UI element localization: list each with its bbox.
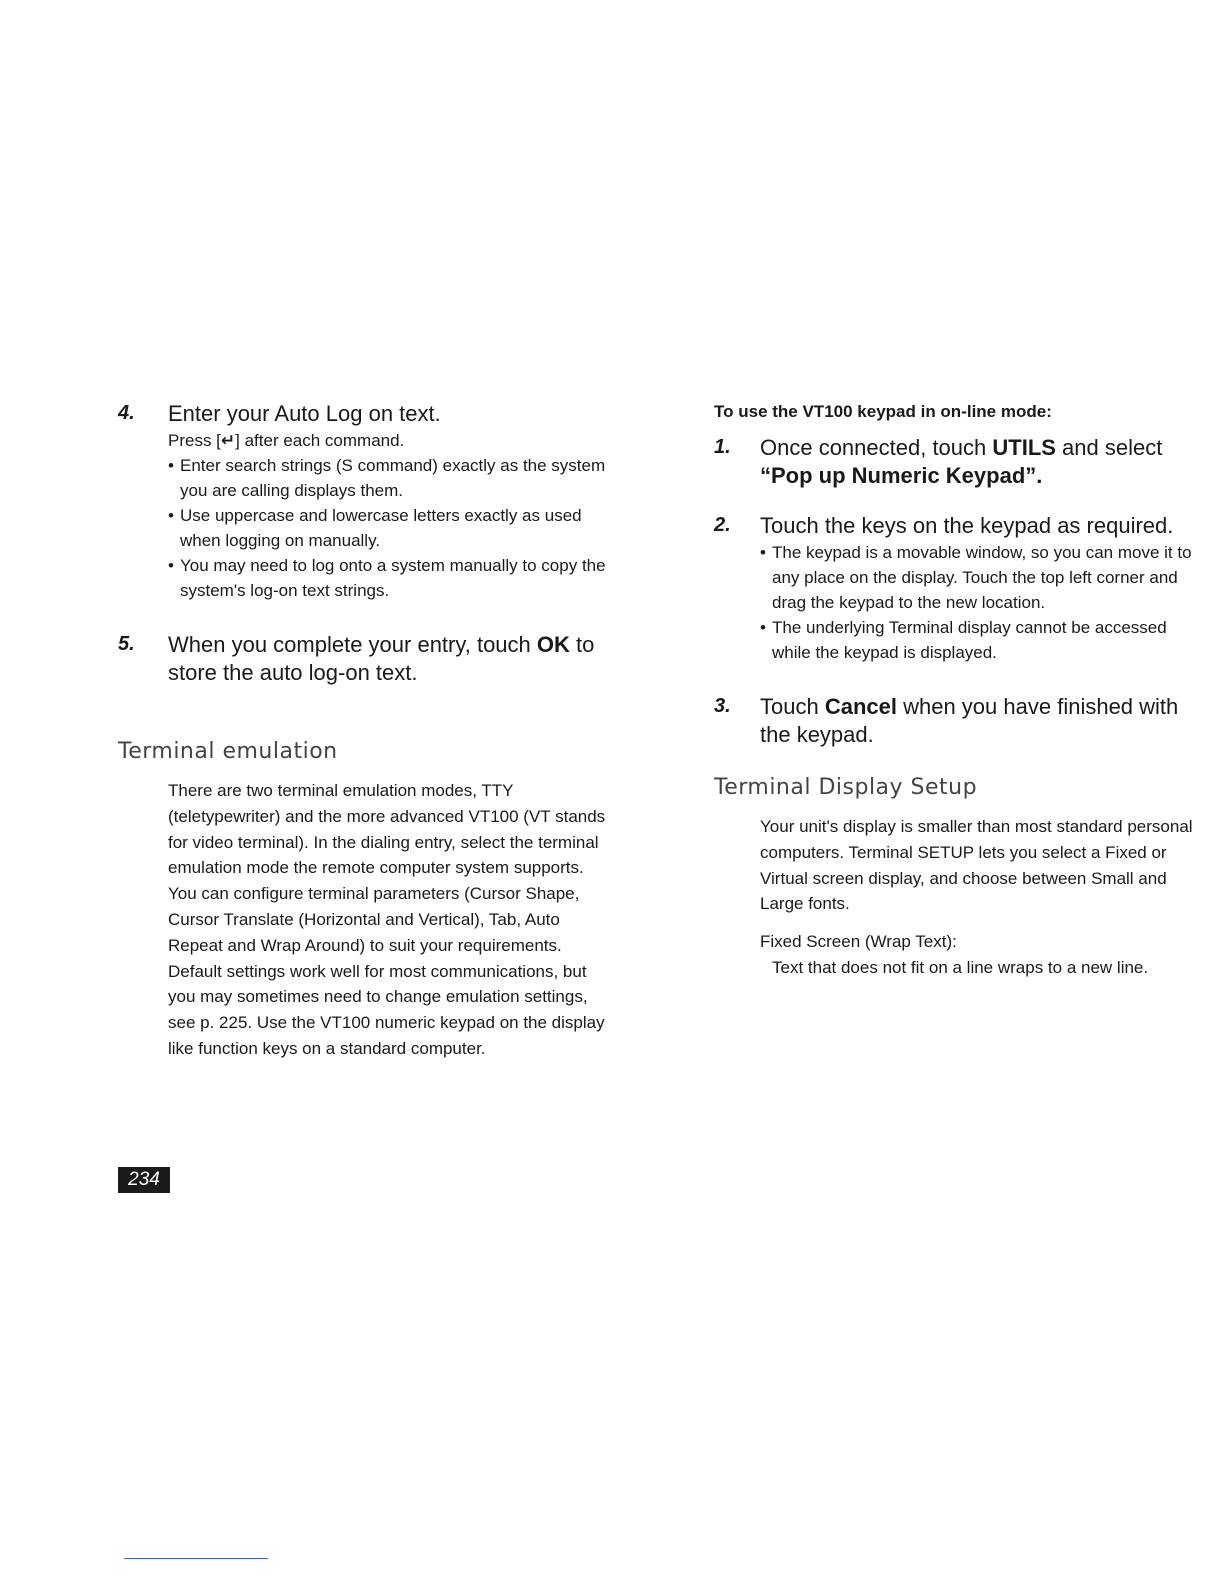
ok-label: OK	[536, 632, 570, 657]
fixed-screen-label: Fixed Screen (Wrap Text):	[760, 932, 957, 952]
step-number: 4.	[118, 402, 135, 424]
bullet-list	[168, 453, 618, 603]
step-text: when you have finished with the keypad.	[760, 694, 1179, 747]
step-title	[760, 434, 1204, 490]
bullet-text: Use uppercase and lowercase letters exactly as used when logging on manually.	[180, 506, 582, 550]
step-body	[168, 631, 618, 687]
keypad-intro-heading: To use the VT100 keypad in on-line mode:	[714, 402, 1052, 421]
step-text: Once connected, touch	[760, 435, 993, 460]
paragraph: Your unit's display is smaller than most standard personal computers. Terminal SETUP lets you select a Fixed or Virtual screen display, and choose between Small and Large fonts.	[760, 817, 1193, 914]
step-1	[714, 434, 1204, 490]
press-text-after: ] after each command.	[235, 431, 405, 450]
press-text-before: Press [	[168, 431, 221, 450]
utils-label: UTILS	[992, 435, 1056, 460]
step-title	[760, 693, 1204, 749]
step-5	[118, 631, 618, 687]
section-heading-terminal-emulation: Terminal emulation	[118, 739, 338, 764]
bullet-text: You may need to log onto a system manually to copy the system's log-on text strings.	[180, 556, 606, 600]
list-item	[168, 553, 618, 603]
bullet-text: The underlying Terminal display cannot be accessed while the keypad is displayed.	[772, 618, 1167, 662]
bullet-text: Enter search strings (S command) exactly as the system you are calling displays them.	[180, 456, 606, 500]
cancel-label: Cancel	[824, 694, 897, 719]
bullet-text: The keypad is a movable window, so you can move it to any place on the display. Touch the top left corner and drag the keypad to the new location.	[772, 543, 1192, 612]
list-item	[168, 503, 618, 553]
step-title: Touch the keys on the keypad as required.	[760, 513, 1174, 538]
bullet-list	[760, 540, 1204, 665]
step-body	[760, 512, 1204, 665]
bullet-icon: •	[168, 506, 174, 525]
step-text: Touch	[760, 694, 825, 719]
step-body	[760, 693, 1204, 749]
fixed-screen-description: Text that does not fit on a line wraps to a new line.	[772, 957, 1149, 977]
right-column	[714, 402, 1204, 981]
step-text: to store the auto log-on text.	[168, 632, 595, 685]
step-text: and select	[1055, 435, 1163, 460]
step-number: 1.	[714, 436, 731, 458]
section-heading-terminal-display-setup: Terminal Display Setup	[714, 775, 978, 800]
bullet-icon: •	[168, 456, 174, 475]
list-item	[168, 453, 618, 503]
paragraph: You can configure terminal parameters (Cursor Shape, Cursor Translate (Horizontal and Vertical), Tab, Auto Repeat and Wrap Around) to suit your requirements. Default settings work well for most communications, but you may sometimes need to change emulation settings, see p. 225. Use the VT100 numeric keypad on the display like function keys on a standard computer.	[168, 884, 605, 1058]
press-instruction	[168, 428, 618, 453]
step-number: 2.	[714, 514, 731, 536]
step-title: Enter your Auto Log on text.	[168, 401, 441, 426]
popup-keypad-label: “Pop up Numeric Keypad”.	[760, 463, 1043, 488]
step-number: 3.	[714, 695, 731, 717]
list-item	[760, 615, 1204, 665]
enter-key-icon: ↵	[220, 431, 236, 450]
step-number: 5.	[118, 633, 135, 655]
terminal-display-setup-body	[760, 814, 1204, 981]
step-body	[168, 400, 618, 603]
paragraph: There are two terminal emulation modes, TTY (teletypewriter) and the more advanced VT100 (VT stands for video terminal). In the dialing entry, select the terminal emulation mode the remote computer system supports.	[168, 781, 606, 878]
step-body	[760, 434, 1204, 490]
list-item	[760, 540, 1204, 615]
step-2	[714, 512, 1204, 665]
bullet-icon: •	[760, 543, 766, 562]
step-3	[714, 693, 1204, 749]
terminal-emulation-body	[168, 778, 618, 1062]
step-title	[168, 631, 618, 687]
page-number-badge: 234	[118, 1167, 170, 1193]
step-4	[118, 400, 618, 603]
bullet-icon: •	[168, 556, 174, 575]
bottom-divider	[124, 1558, 268, 1559]
left-column	[118, 400, 618, 1062]
bullet-icon: •	[760, 618, 766, 637]
step-text: When you complete your entry, touch	[168, 632, 537, 657]
